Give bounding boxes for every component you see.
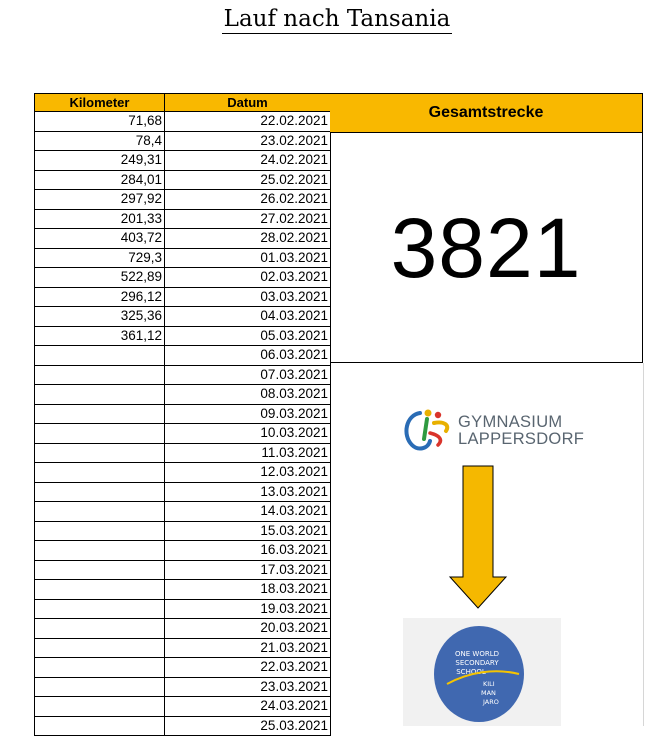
sheet-divider	[643, 363, 644, 726]
kilometer-cell[interactable]: 78,4	[35, 131, 165, 151]
kilometer-cell[interactable]	[35, 697, 165, 717]
page-title: Lauf nach Tansania	[223, 6, 451, 32]
kilometer-cell[interactable]	[35, 404, 165, 424]
table-row	[35, 502, 331, 522]
total-label[interactable]: Gesamtstrecke	[330, 94, 642, 133]
kilometer-cell[interactable]: 522,89	[35, 268, 165, 288]
table-row	[35, 541, 331, 561]
date-cell[interactable]: 16.03.2021	[165, 541, 331, 561]
date-cell[interactable]: 24.02.2021	[165, 151, 331, 171]
table-row	[35, 619, 331, 639]
header-kilometer[interactable]: Kilometer	[35, 94, 165, 112]
table-row	[35, 112, 331, 132]
kilometer-cell[interactable]: 284,01	[35, 170, 165, 190]
date-cell[interactable]: 25.03.2021	[165, 716, 331, 736]
date-cell[interactable]: 09.03.2021	[165, 404, 331, 424]
kilometer-cell[interactable]: 403,72	[35, 229, 165, 249]
kilometer-cell[interactable]	[35, 560, 165, 580]
table-row	[35, 677, 331, 697]
date-cell[interactable]: 04.03.2021	[165, 307, 331, 327]
kilometer-cell[interactable]	[35, 580, 165, 600]
date-cell[interactable]: 21.03.2021	[165, 638, 331, 658]
table-row	[35, 580, 331, 600]
table-row	[35, 424, 331, 444]
table-row	[35, 482, 331, 502]
date-cell[interactable]: 17.03.2021	[165, 560, 331, 580]
arrow-down-icon	[448, 465, 508, 610]
kilometer-cell[interactable]: 201,33	[35, 209, 165, 229]
date-cell[interactable]: 22.03.2021	[165, 658, 331, 678]
gymnasium-logo-line2: LAPPERSDORF	[458, 430, 585, 448]
date-cell[interactable]: 20.03.2021	[165, 619, 331, 639]
table-row	[35, 404, 331, 424]
table-row	[35, 638, 331, 658]
table-row	[35, 209, 331, 229]
kilometer-cell[interactable]	[35, 463, 165, 483]
date-cell[interactable]: 01.03.2021	[165, 248, 331, 268]
school2-mark-3: JARO	[483, 698, 499, 706]
gymnasium-logo-line1: GYMNASIUM	[458, 413, 563, 431]
one-world-school-logo-icon	[433, 624, 525, 724]
date-cell[interactable]: 22.02.2021	[165, 112, 331, 132]
date-cell[interactable]: 12.03.2021	[165, 463, 331, 483]
total-distance-panel	[330, 93, 643, 363]
table-row	[35, 658, 331, 678]
table-row	[35, 697, 331, 717]
school2-line1: ONE WORLD	[455, 650, 499, 658]
table-row	[35, 229, 331, 249]
kilometer-cell[interactable]: 729,3	[35, 248, 165, 268]
table-row	[35, 131, 331, 151]
kilometer-cell[interactable]: 249,31	[35, 151, 165, 171]
kilometer-cell[interactable]	[35, 365, 165, 385]
date-cell[interactable]: 28.02.2021	[165, 229, 331, 249]
kilometer-cell[interactable]	[35, 482, 165, 502]
date-cell[interactable]: 27.02.2021	[165, 209, 331, 229]
kilometer-cell[interactable]: 325,36	[35, 307, 165, 327]
school2-mark: KILI	[483, 680, 495, 688]
kilometer-cell[interactable]	[35, 599, 165, 619]
table-row	[35, 365, 331, 385]
kilometer-cell[interactable]	[35, 619, 165, 639]
kilometer-cell[interactable]: 297,92	[35, 190, 165, 210]
table-row	[35, 385, 331, 405]
table-row	[35, 287, 331, 307]
date-cell[interactable]: 13.03.2021	[165, 482, 331, 502]
table-row	[35, 268, 331, 288]
kilometer-cell[interactable]	[35, 443, 165, 463]
kilometer-cell[interactable]	[35, 677, 165, 697]
date-cell[interactable]: 10.03.2021	[165, 424, 331, 444]
table-row	[35, 190, 331, 210]
kilometer-cell[interactable]	[35, 521, 165, 541]
table-row	[35, 326, 331, 346]
kilometer-cell[interactable]	[35, 638, 165, 658]
table-row	[35, 521, 331, 541]
kilometer-cell[interactable]	[35, 541, 165, 561]
kilometer-cell[interactable]	[35, 658, 165, 678]
table-row	[35, 443, 331, 463]
school2-mark-2: MAN	[481, 689, 496, 697]
date-cell[interactable]: 14.03.2021	[165, 502, 331, 522]
kilometer-cell[interactable]	[35, 502, 165, 522]
date-cell[interactable]: 15.03.2021	[165, 521, 331, 541]
kilometer-cell[interactable]: 71,68	[35, 112, 165, 132]
date-cell[interactable]: 18.03.2021	[165, 580, 331, 600]
date-cell[interactable]: 05.03.2021	[165, 326, 331, 346]
table-row	[35, 151, 331, 171]
kilometer-cell[interactable]: 361,12	[35, 326, 165, 346]
table-row	[35, 248, 331, 268]
date-cell[interactable]: 26.02.2021	[165, 190, 331, 210]
date-cell[interactable]: 24.03.2021	[165, 697, 331, 717]
table-row	[35, 463, 331, 483]
date-cell[interactable]: 25.02.2021	[165, 170, 331, 190]
kilometer-table	[34, 93, 331, 736]
table-row	[35, 170, 331, 190]
kilometer-cell[interactable]	[35, 346, 165, 366]
gymnasium-logo-text	[458, 414, 584, 448]
table-header-row	[35, 94, 331, 112]
total-value[interactable]: 3821	[390, 200, 582, 295]
kilometer-cell[interactable]	[35, 424, 165, 444]
date-cell[interactable]: 19.03.2021	[165, 599, 331, 619]
date-cell[interactable]: 03.03.2021	[165, 287, 331, 307]
date-cell[interactable]: 23.03.2021	[165, 677, 331, 697]
table-row	[35, 599, 331, 619]
date-cell[interactable]: 23.02.2021	[165, 131, 331, 151]
date-cell[interactable]: 06.03.2021	[165, 346, 331, 366]
date-cell[interactable]: 07.03.2021	[165, 365, 331, 385]
date-cell[interactable]: 08.03.2021	[165, 385, 331, 405]
school2-line2: SECONDARY	[455, 659, 499, 667]
date-cell[interactable]: 02.03.2021	[165, 268, 331, 288]
table-row	[35, 346, 331, 366]
table-row	[35, 560, 331, 580]
header-datum[interactable]: Datum	[165, 94, 331, 112]
kilometer-cell[interactable]: 296,12	[35, 287, 165, 307]
table-row	[35, 307, 331, 327]
date-cell[interactable]: 11.03.2021	[165, 443, 331, 463]
kilometer-cell[interactable]	[35, 385, 165, 405]
school2-line3: SCHOOL	[456, 668, 486, 676]
